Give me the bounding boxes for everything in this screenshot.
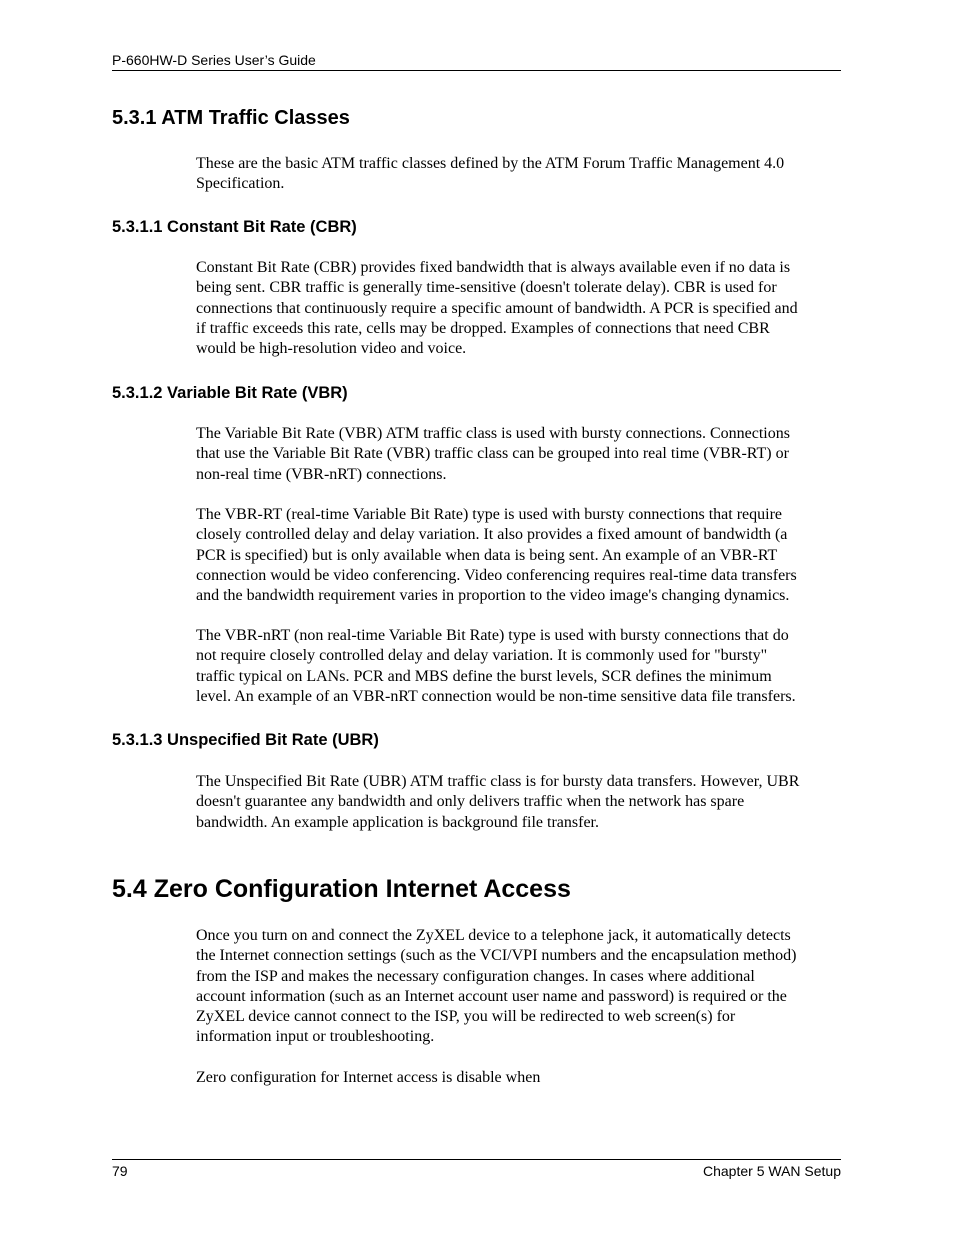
text-line: account information (such as an Internet account user name and password) is required or the bbox=[196, 987, 787, 1005]
text-line: The VBR-RT (real-time Variable Bit Rate) type is used with bursty connections that require bbox=[196, 506, 783, 523]
paragraph-zero-config bbox=[196, 926, 846, 1048]
text-line: connections that continuously require a specific amount of bandwidth. A PCR is specified and bbox=[196, 299, 798, 317]
text-line: These are the basic ATM traffic classes defined by the ATM Forum Traffic Management 4.0 bbox=[196, 155, 785, 172]
section-heading-5-3-1-2: 5.3.1.2 Variable Bit Rate (VBR) bbox=[112, 384, 348, 402]
section-heading-5-3-1-1: 5.3.1.1 Constant Bit Rate (CBR) bbox=[112, 218, 357, 236]
text-line: that use the Variable Bit Rate (VBR) traffic class can be grouped into real time (VBR-RT) or bbox=[196, 445, 789, 463]
paragraph-zero-config-disable bbox=[196, 1068, 846, 1088]
paragraph-vbr-rt bbox=[196, 505, 846, 606]
paragraph-vbr-nrt bbox=[196, 626, 846, 707]
text-line: PCR is specified) but is only available when data is being sent. An example of an VBR-RT bbox=[196, 546, 778, 564]
text-line: connection would be video conferencing. Video conferencing requires real-time data transfers bbox=[196, 566, 797, 584]
text-line: bandwidth. An example application is background file transfer. bbox=[196, 813, 599, 831]
text-line: and the bandwidth requirement varies in proportion to the video image's changing dynamics. bbox=[196, 587, 790, 605]
text-line: traffic typical on LANs. PCR and MBS define the burst levels, SCR defines the minimum bbox=[196, 667, 772, 685]
text-line: level. An example of an VBR-nRT connection would be non-time sensitive data file transfers. bbox=[196, 687, 796, 705]
text-line: Once you turn on and connect the ZyXEL device to a telephone jack, it automatically detects bbox=[196, 927, 791, 944]
paragraph-cbr bbox=[196, 258, 846, 359]
page-number: 79 bbox=[112, 1163, 128, 1179]
text-line: ZyXEL device cannot connect to the ISP, you will be redirected to web screen(s) for bbox=[196, 1008, 736, 1026]
text-line: The Unspecified Bit Rate (UBR) ATM traffic class is for bursty data transfers. However, UBR bbox=[196, 773, 800, 790]
text-line: The Variable Bit Rate (VBR) ATM traffic class is used with bursty connections. Connections bbox=[196, 425, 790, 442]
text-line: from the ISP and makes the necessary configuration changes. In cases where additional bbox=[196, 967, 755, 985]
text-line: Zero configuration for Internet access is disable when bbox=[196, 1069, 541, 1086]
section-heading-5-3-1: 5.3.1 ATM Traffic Classes bbox=[112, 107, 350, 129]
text-line: non-real time (VBR-nRT) connections. bbox=[196, 465, 447, 483]
text-line: if traffic exceeds this rate, cells may be dropped. Examples of connections that need CBR bbox=[196, 319, 770, 337]
paragraph-vbr-intro bbox=[196, 424, 846, 485]
text-line: would be high-resolution video and voice. bbox=[196, 340, 467, 358]
section-heading-5-3-1-3: 5.3.1.3 Unspecified Bit Rate (UBR) bbox=[112, 731, 379, 749]
text-line: the Internet connection settings (such as the VCI/VPI numbers and the encapsulation method) bbox=[196, 947, 797, 965]
text-line: not require closely controlled delay and delay variation. It is commonly used for "bursty" bbox=[196, 647, 768, 665]
text-line: Constant Bit Rate (CBR) provides fixed bandwidth that is always available even if no data is bbox=[196, 259, 791, 276]
paragraph-atm-traffic-classes-intro bbox=[196, 154, 846, 195]
paragraph-ubr bbox=[196, 772, 846, 833]
header-rule bbox=[112, 70, 841, 71]
text-line: doesn't guarantee any bandwidth and only delivers traffic when the network has spare bbox=[196, 793, 745, 811]
footer-rule bbox=[112, 1159, 841, 1160]
text-line: being sent. CBR traffic is generally time-sensitive (doesn't tolerate delay). CBR is used for bbox=[196, 279, 777, 297]
text-line: The VBR-nRT (non real-time Variable Bit Rate) type is used with bursty connections that do bbox=[196, 627, 789, 644]
text-line: Specification. bbox=[196, 175, 285, 193]
text-line: closely controlled delay and delay variation. It also provides a fixed amount of bandwidth (a bbox=[196, 526, 788, 544]
text-line: information input or troubleshooting. bbox=[196, 1028, 435, 1046]
chapter-title: Chapter 5 WAN Setup bbox=[703, 1163, 841, 1179]
section-heading-5-4: 5.4 Zero Configuration Internet Access bbox=[112, 875, 571, 903]
page-header-title: P-660HW-D Series User’s Guide bbox=[112, 52, 316, 68]
